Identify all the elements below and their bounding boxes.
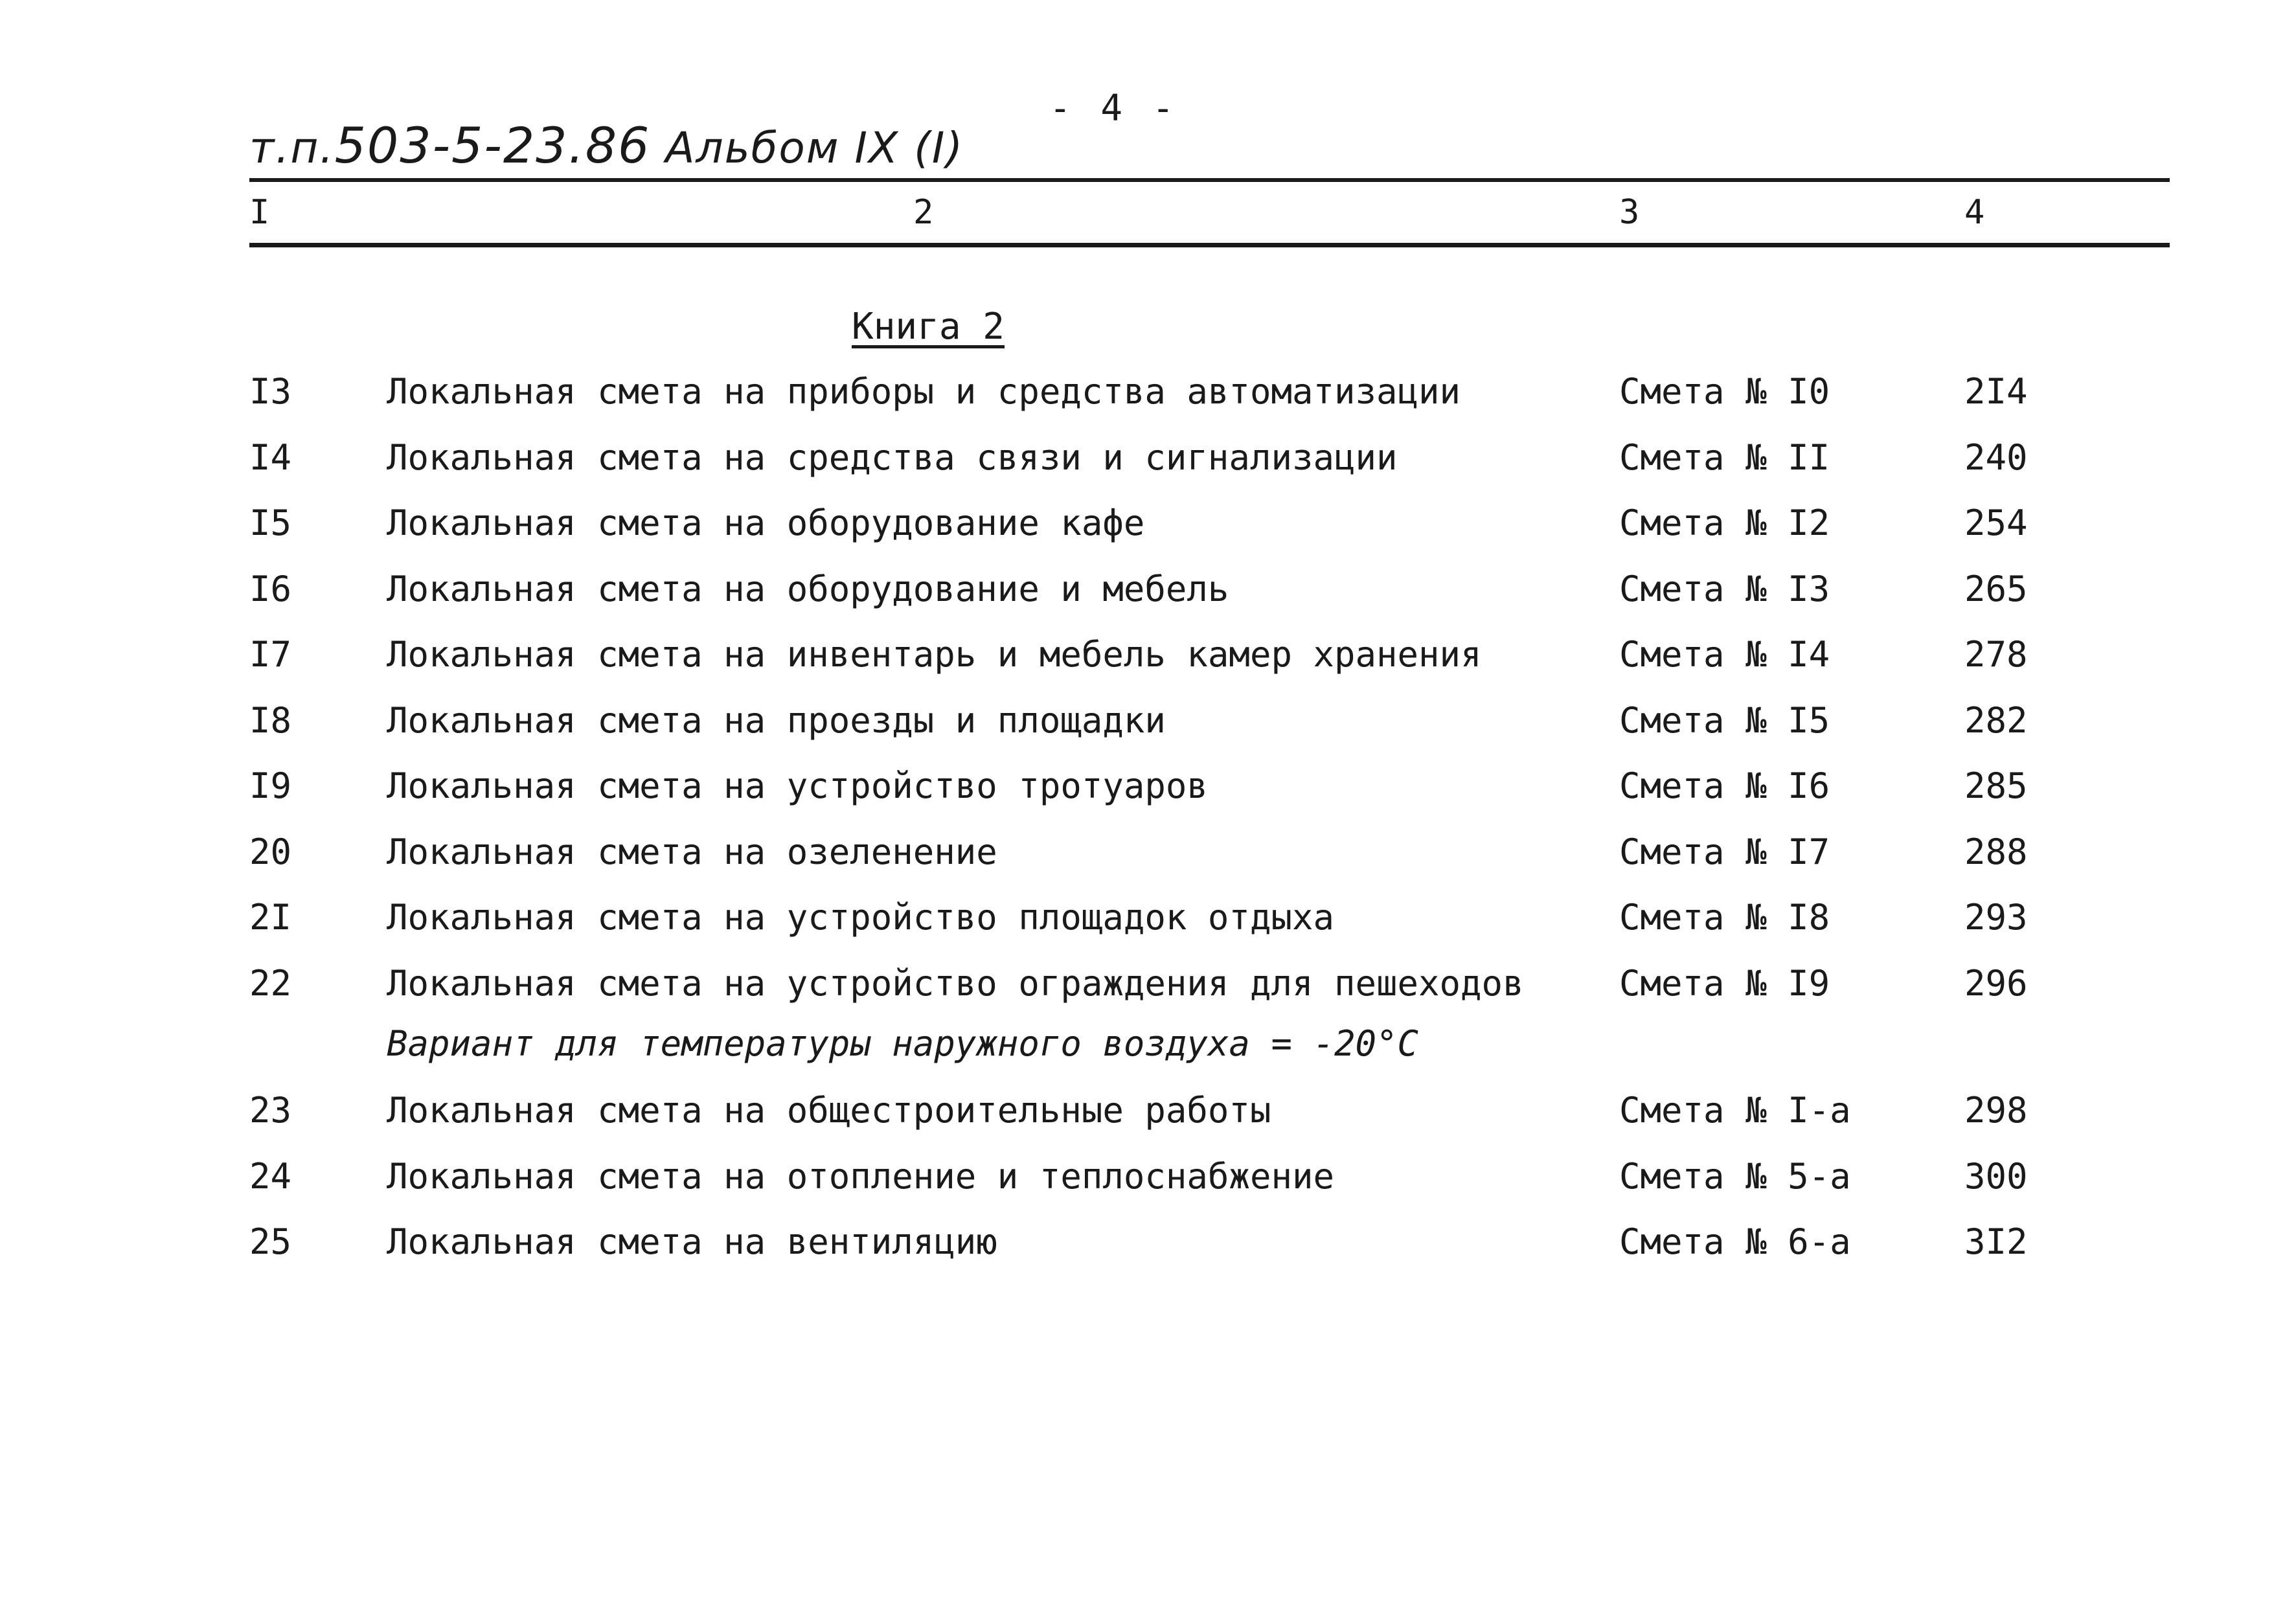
row-description: Локальная смета на общестроительные работы <box>387 1090 1271 1131</box>
row-number: 24 <box>249 1155 292 1197</box>
row-page: 254 <box>1964 503 2028 543</box>
row-description: Локальная смета на озеленение <box>387 831 997 872</box>
row-estimate-ref: Смета № I9 <box>1619 962 1830 1004</box>
table-row <box>0 634 2296 699</box>
table-row <box>0 1221 2296 1286</box>
row-number: 25 <box>249 1221 292 1262</box>
row-estimate-ref: Смета № 6-а <box>1619 1221 1851 1262</box>
row-page: 2I4 <box>1964 371 2028 412</box>
row-number: 20 <box>249 831 292 872</box>
row-estimate-ref: Смета № I0 <box>1619 371 1830 412</box>
table-row <box>0 569 2296 633</box>
row-page: 278 <box>1964 634 2028 675</box>
row-estimate-ref: Смета № I4 <box>1619 634 1830 675</box>
table-row <box>0 503 2296 567</box>
row-number: 2I <box>249 897 292 938</box>
row-number: I7 <box>249 634 292 675</box>
row-estimate-ref: Смета № II <box>1619 436 1830 478</box>
header-top-rule <box>249 178 2170 182</box>
row-page: 288 <box>1964 831 2028 872</box>
row-page: 293 <box>1964 897 2028 938</box>
header-bottom-rule <box>249 243 2170 247</box>
row-estimate-ref: Смета № I7 <box>1619 831 1830 872</box>
variant-note: Вариант для температуры наружного воздуха = -20°С <box>387 1023 1419 1064</box>
header-prefix: т.п. <box>249 123 335 173</box>
column-header-4: 4 <box>1964 193 1985 232</box>
row-number: I8 <box>249 699 292 741</box>
row-page: 265 <box>1964 568 2028 609</box>
row-number: I4 <box>249 436 292 478</box>
row-estimate-ref: Смета № 5-а <box>1619 1155 1851 1197</box>
table-row <box>0 1156 2296 1221</box>
table-row <box>0 897 2296 962</box>
row-description: Локальная смета на средства связи и сигнализации <box>387 436 1398 478</box>
row-estimate-ref: Смета № I3 <box>1619 568 1830 609</box>
row-estimate-ref: Смета № I8 <box>1619 897 1830 938</box>
table-row <box>0 371 2296 436</box>
table-row <box>0 437 2296 502</box>
row-page: 3I2 <box>1964 1221 2028 1262</box>
table-row <box>0 1090 2296 1155</box>
row-page: 282 <box>1964 699 2028 741</box>
row-estimate-ref: Смета № I6 <box>1619 765 1830 806</box>
column-header-3: 3 <box>1619 193 1640 232</box>
row-description: Локальная смета на вентиляцию <box>387 1221 997 1262</box>
column-header-2: 2 <box>913 193 934 232</box>
row-number: I6 <box>249 568 292 609</box>
row-description: Локальная смета на инвентарь и мебель камер хранения <box>387 634 1482 675</box>
row-description: Локальная смета на устройство площадок отдыха <box>387 897 1334 938</box>
row-page: 300 <box>1964 1155 2028 1197</box>
table-row <box>0 831 2296 896</box>
row-description: Локальная смета на оборудование кафе <box>387 503 1145 543</box>
row-description: Локальная смета на приборы и средства автоматизации <box>387 371 1461 412</box>
header-code: 503-5-23.86 <box>334 117 651 174</box>
table-row <box>0 765 2296 830</box>
row-number: 23 <box>249 1090 292 1131</box>
row-page: 298 <box>1964 1090 2028 1131</box>
row-description: Локальная смета на отопление и теплоснабжение <box>387 1155 1334 1197</box>
column-header-1: I <box>249 193 270 232</box>
header-album: Альбом IX (I) <box>665 123 964 173</box>
row-number: 22 <box>249 962 292 1004</box>
row-page: 296 <box>1964 962 2028 1004</box>
table-row <box>0 963 2296 1028</box>
row-estimate-ref: Смета № I5 <box>1619 699 1830 741</box>
table-row <box>0 700 2296 765</box>
row-estimate-ref: Смета № I-а <box>1619 1090 1851 1131</box>
row-description: Локальная смета на устройство ограждения для пешеходов <box>387 962 1524 1004</box>
row-page: 285 <box>1964 765 2028 806</box>
row-number: I5 <box>249 503 292 543</box>
page-number: - 4 - <box>1049 87 1178 130</box>
document-header <box>249 117 964 174</box>
row-estimate-ref: Смета № I2 <box>1619 503 1830 543</box>
row-description: Локальная смета на устройство тротуаров <box>387 765 1208 806</box>
row-page: 240 <box>1964 436 2028 478</box>
row-number: I9 <box>249 765 292 806</box>
row-description: Локальная смета на оборудование и мебель <box>387 568 1229 609</box>
book-title: Книга 2 <box>852 306 1005 348</box>
row-description: Локальная смета на проезды и площадки <box>387 699 1166 741</box>
row-number: I3 <box>249 371 292 412</box>
